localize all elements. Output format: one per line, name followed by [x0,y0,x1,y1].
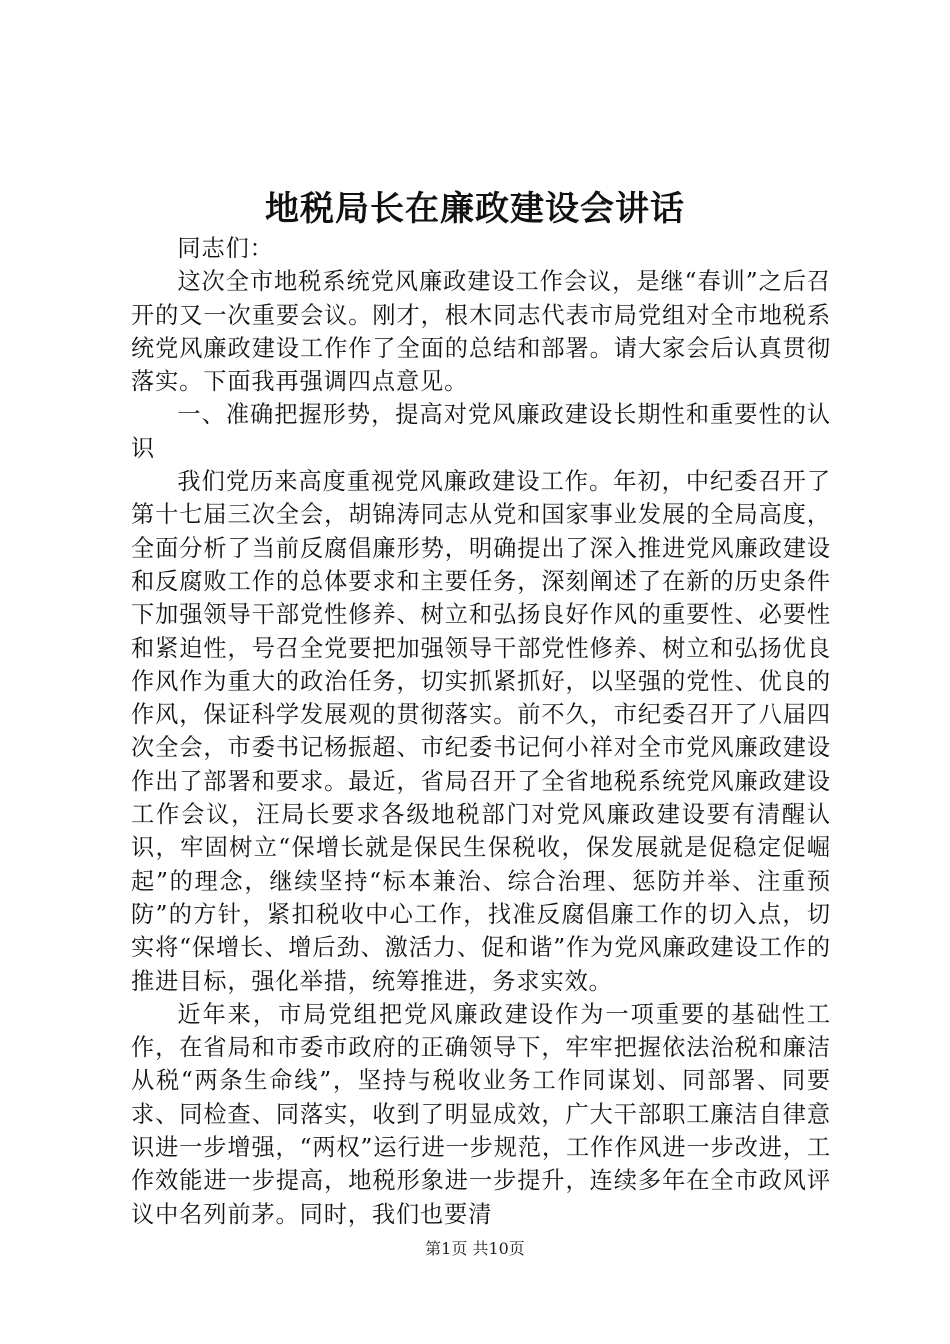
intro-paragraph: 这次全市地税系统党风廉政建设工作会议，是继“春训”之后召开的又一次重要会议。刚才，根木同志代表市局党组对全市地税系统党风廉政建设工作作了全面的总结和部署。请大家会后认真贯彻落实。下面我再强调四点意见。 [131,268,831,396]
salutation-paragraph: 同志们： [177,235,274,262]
body-paragraph: 我们党历来高度重视党风廉政建设工作。年初，中纪委召开了第十七届三次全会，胡锦涛同志从党和国家事业发展的全局高度，全面分析了当前反腐倡廉形势，明确提出了深入推进党风廉政建设和反腐败工作的总体要求和主要任务，深刻阐述了在新的历史条件下加强领导干部党性修养、树立和弘扬良好作风的重要性、必要性和紧迫性，号召全党要把加强领导干部党性修养、树立和弘扬优良作风作为重大的政治任务，切实抓紧抓好，以坚强的党性、优良的作风，保证科学发展观的贯彻落实。前不久，市纪委召开了八届四次全会，市委书记杨振超、市纪委书记何小祥对全市党风廉政建设作出了部署和要求。最近，省局召开了全省地税系统党风廉政建设工作会议，汪局长要求各级地税部门对党风廉政建设要有清醒认识，牢固树立“保增长就是保民生保税收，保发展就是促稳定促崛起”的理念，继续坚持“标本兼治、综合治理、惩防并举、注重预防”的方针，紧扣税收中心工作，找准反腐倡廉工作的切入点，切实将“保增长、增后劲、激活力、促和谐”作为党风廉政建设工作的推进目标，强化举措，统筹推进，务求实效。 [131,468,831,995]
body-paragraph: 近年来，市局党组把党风廉政建设作为一项重要的基础性工作，在省局和市委市政府的正确领导下，牢牢把握依法治税和廉洁从税“两条生命线”，坚持与税收业务工作同谋划、同部署、同要求、同检查、同落实，收到了明显成效，广大干部职工廉洁自律意识进一步增强，“两权”运行进一步规范，工作作风进一步改进，工作效能进一步提高，地税形象进一步提升，连续多年在全市政风评议中名列前茅。同时，我们也要清 [131,1000,831,1228]
section-heading-paragraph: 一、准确把握形势，提高对党风廉政建设长期性和重要性的认识 [131,401,831,462]
document-title: 地税局长在廉政建设会讲话 [265,189,685,229]
page-number-footer: 第1页 共10页 [425,1239,525,1258]
document-body [131,232,831,1231]
